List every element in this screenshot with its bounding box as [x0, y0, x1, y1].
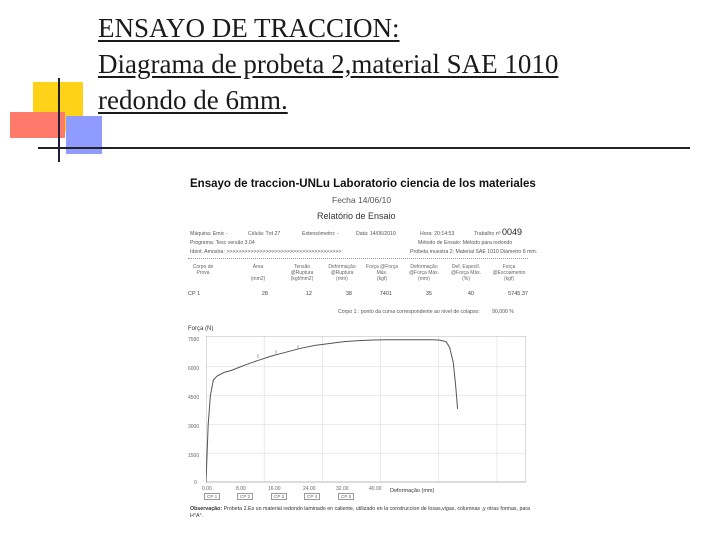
- col-header-7: Def. Especif. @Força Máx. (%): [450, 264, 482, 282]
- cell-deform-fmax: 35: [425, 291, 432, 297]
- x-tick: 40.00: [369, 486, 382, 492]
- x-tick: 0.00: [202, 486, 212, 492]
- y-tick: 4500: [188, 395, 200, 401]
- title-line-3: redondo de 6mm.: [98, 85, 288, 115]
- slide-title: [98, 10, 698, 118]
- col-header-3: Tensão @Ruptura (kgf/mm2): [290, 264, 314, 282]
- cell-escoamento: 5745.37: [508, 291, 528, 297]
- cell-corpo: CP 1: [188, 291, 201, 297]
- decor-vertical-line: [58, 78, 60, 162]
- y-tick: 7590: [188, 337, 200, 343]
- report-date: Fecha 14/06/10: [332, 195, 392, 205]
- chart-frame: [206, 336, 526, 482]
- meta-extensometro: Extensómetro: -: [302, 231, 339, 237]
- meta-celula: Célula: Trd 27: [248, 231, 281, 237]
- col-header-6: Deformação @Força Máx. (mm): [408, 264, 440, 282]
- cp-box: CP 4: [304, 493, 320, 500]
- col-header-2: Área (mm2): [250, 264, 266, 282]
- observation: Observação: Probeta 2.Es un material redondo laminado en caliente, utilizado en la construccion de losas,vigas, columnas ,y otras formas, para H°A°.: [190, 506, 531, 519]
- meta-probeta: Probeta muestra 2: Material SAE 1010 Diámetro 6 mm.: [410, 249, 538, 255]
- cell-area: 28: [261, 291, 268, 297]
- meta-hora: Hora: 20:14:53: [420, 231, 455, 237]
- col-header-4: Deformação @Ruptura (mm): [328, 264, 356, 282]
- collapse-note: Corpo 1 : ponto da curva correspondente ao nivel de colapso:: [338, 309, 480, 315]
- cp-box: CP 2: [237, 493, 253, 500]
- cell-forca: 7401: [379, 291, 392, 297]
- y-tick: 3000: [188, 424, 200, 430]
- meta-data: Data: 14/06/2010: [356, 231, 396, 237]
- cell-tensao: 12: [305, 291, 312, 297]
- force-curve: [206, 340, 458, 482]
- x-axis-title: Deformação (mm): [390, 488, 435, 494]
- decor-red-bar: [10, 112, 65, 138]
- report-header: Ensayo de traccion-UNLu Laboratorio ciencia de los materiales: [190, 178, 536, 190]
- meta-metodo: Método de Ensaio: Método para redondo: [418, 240, 513, 246]
- cell-deformacao: 38: [345, 291, 352, 297]
- meta-ident: Ident. Amostra: >>>>>>>>>>>>>>>>>>>>>>>>>>>>>>>>>>>>>>: [190, 249, 342, 255]
- col-header-5: Força @Força Máx. (kgf): [365, 264, 399, 282]
- report-subtitle: Relatório de Ensaio: [317, 211, 396, 221]
- x-tick: 8.00: [236, 486, 246, 492]
- x-tick: 24.00: [303, 486, 316, 492]
- y-tick: 0: [194, 480, 197, 486]
- decor-horizontal-rule: [38, 147, 690, 149]
- title-line-2: Diagrama de probeta 2,material SAE 1010: [98, 49, 559, 79]
- collapse-note-value: 90,000 %: [492, 309, 514, 315]
- x-tick: 16.00: [268, 486, 281, 492]
- force-deformation-chart: [206, 336, 526, 486]
- y-tick: 1500: [188, 453, 200, 459]
- y-axis-title: Força (N): [188, 326, 214, 332]
- test-report: [184, 176, 536, 528]
- meta-trabalho-number: 0049: [502, 227, 523, 237]
- x-tick: 32.00: [336, 486, 349, 492]
- cp-box: CP 5: [338, 493, 354, 500]
- cell-def-especif: 40: [467, 291, 474, 297]
- title-line-1: ENSAYO DE TRACCION:: [98, 13, 400, 43]
- separator: [188, 258, 528, 259]
- meta-trabalho-label: Trabalho nº: [474, 231, 501, 237]
- col-header-8: Força @Escoamento (kgf): [492, 264, 526, 282]
- chart-grid: [206, 336, 526, 482]
- cp-box: CP 3: [271, 493, 287, 500]
- y-tick: 6000: [188, 366, 200, 372]
- meta-programa: Programa: Tesc versão 3.04: [190, 240, 255, 246]
- col-header-1: Corpo de Prova: [192, 264, 214, 276]
- cp-box: CP 1: [204, 493, 220, 500]
- meta-maquina: Máquina: Emic -: [190, 231, 228, 237]
